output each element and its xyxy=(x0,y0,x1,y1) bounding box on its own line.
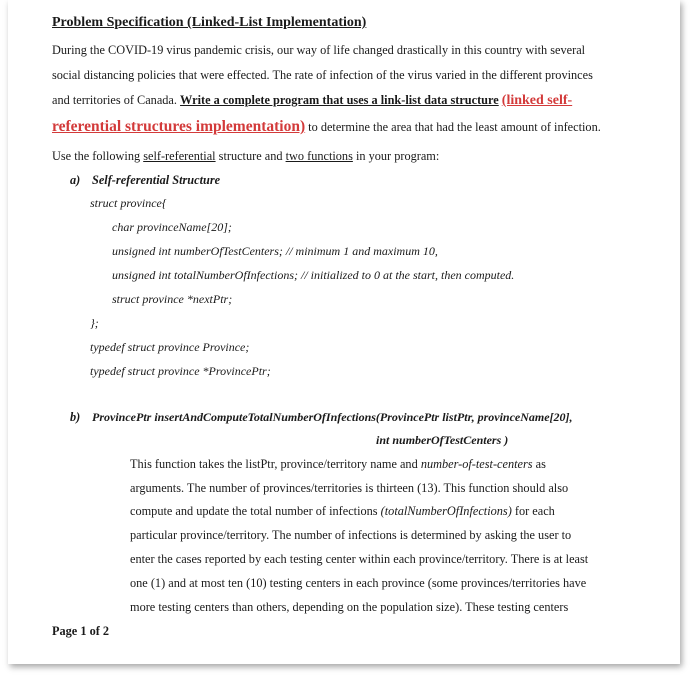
desc-line-3-italic: (totalNumberOfInfections) xyxy=(380,504,512,518)
section-a-heading: Self-referential Structure xyxy=(92,173,221,187)
use-line-underlined-2: two functions xyxy=(285,149,353,163)
intro-line-4 xyxy=(52,118,601,136)
intro-line-3-plain: and territories of Canada. xyxy=(52,93,181,107)
page-title: Problem Specification (Linked-List Implementation) xyxy=(52,15,367,30)
desc-line-6: one (1) and at most ten (10) testing centers in each province (some provinces/territories have xyxy=(130,576,587,590)
document-page xyxy=(8,0,680,664)
page-number: Page 1 of 2 xyxy=(52,624,110,638)
desc-line-3 xyxy=(130,504,555,519)
intro-line-4-rest: to determine the area that had the least amount of infection. xyxy=(305,120,601,134)
use-following-line xyxy=(52,149,439,164)
desc-line-1-italic: number-of-test-centers xyxy=(420,457,533,471)
desc-line-4: particular province/territory. The number of infections is determined by asking the user to xyxy=(130,528,572,542)
intro-line-2: social distancing policies that were effected. The rate of infection of the virus varied in the different provinces xyxy=(52,68,593,82)
use-line-end: in your program: xyxy=(352,149,440,163)
section-b-label: b) xyxy=(70,410,81,424)
use-line-underlined-1: self-referential xyxy=(143,149,216,163)
desc-line-1-text: This function takes the listPtr, province/territory name and xyxy=(130,457,421,471)
function-signature-line-1: ProvincePtr insertAndComputeTotalNumberOfInfections(ProvincePtr listPtr, provinceName[20], xyxy=(92,410,573,424)
code-line: struct province *nextPtr; xyxy=(112,292,233,306)
desc-line-1-end: as xyxy=(532,457,546,471)
intro-line-3 xyxy=(52,93,572,109)
code-line: unsigned int numberOfTestCenters; // minimum 1 and maximum 10, xyxy=(112,244,438,258)
requirement-red-text-1: (linked self- xyxy=(501,93,573,108)
code-line: unsigned int totalNumberOfInfections; // initialized to 0 at the start, then computed. xyxy=(112,268,515,282)
requirement-bold-text: Write a complete program that uses a link-list data structure xyxy=(180,93,499,107)
code-line: typedef struct province *ProvincePtr; xyxy=(90,364,271,378)
code-line: typedef struct province Province; xyxy=(90,340,250,354)
function-signature-line-2: int numberOfTestCenters ) xyxy=(376,433,509,447)
desc-line-1 xyxy=(130,457,546,472)
requirement-red-text-2: referential structures implementation) xyxy=(52,118,306,135)
use-line-mid: structure and xyxy=(215,149,286,163)
use-line-start: Use the following xyxy=(52,149,144,163)
desc-line-2: arguments. The number of provinces/territories is thirteen (13). This function should also xyxy=(130,481,569,495)
intro-line-1: During the COVID-19 virus pandemic crisis, our way of life changed drastically in this country with several xyxy=(52,43,586,57)
desc-line-3-text: compute and update the total number of infections xyxy=(130,504,381,518)
section-a-label: a) xyxy=(70,173,81,187)
code-line: char provinceName[20]; xyxy=(112,220,232,234)
code-line: }; xyxy=(90,316,99,330)
desc-line-5: enter the cases reported by each testing center within each province/territory. There is at least xyxy=(130,552,589,566)
desc-line-3-end: for each xyxy=(511,504,555,518)
code-line: struct province{ xyxy=(90,196,167,210)
desc-line-7: more testing centers than others, depending on the population size). These testing centers xyxy=(130,600,569,614)
